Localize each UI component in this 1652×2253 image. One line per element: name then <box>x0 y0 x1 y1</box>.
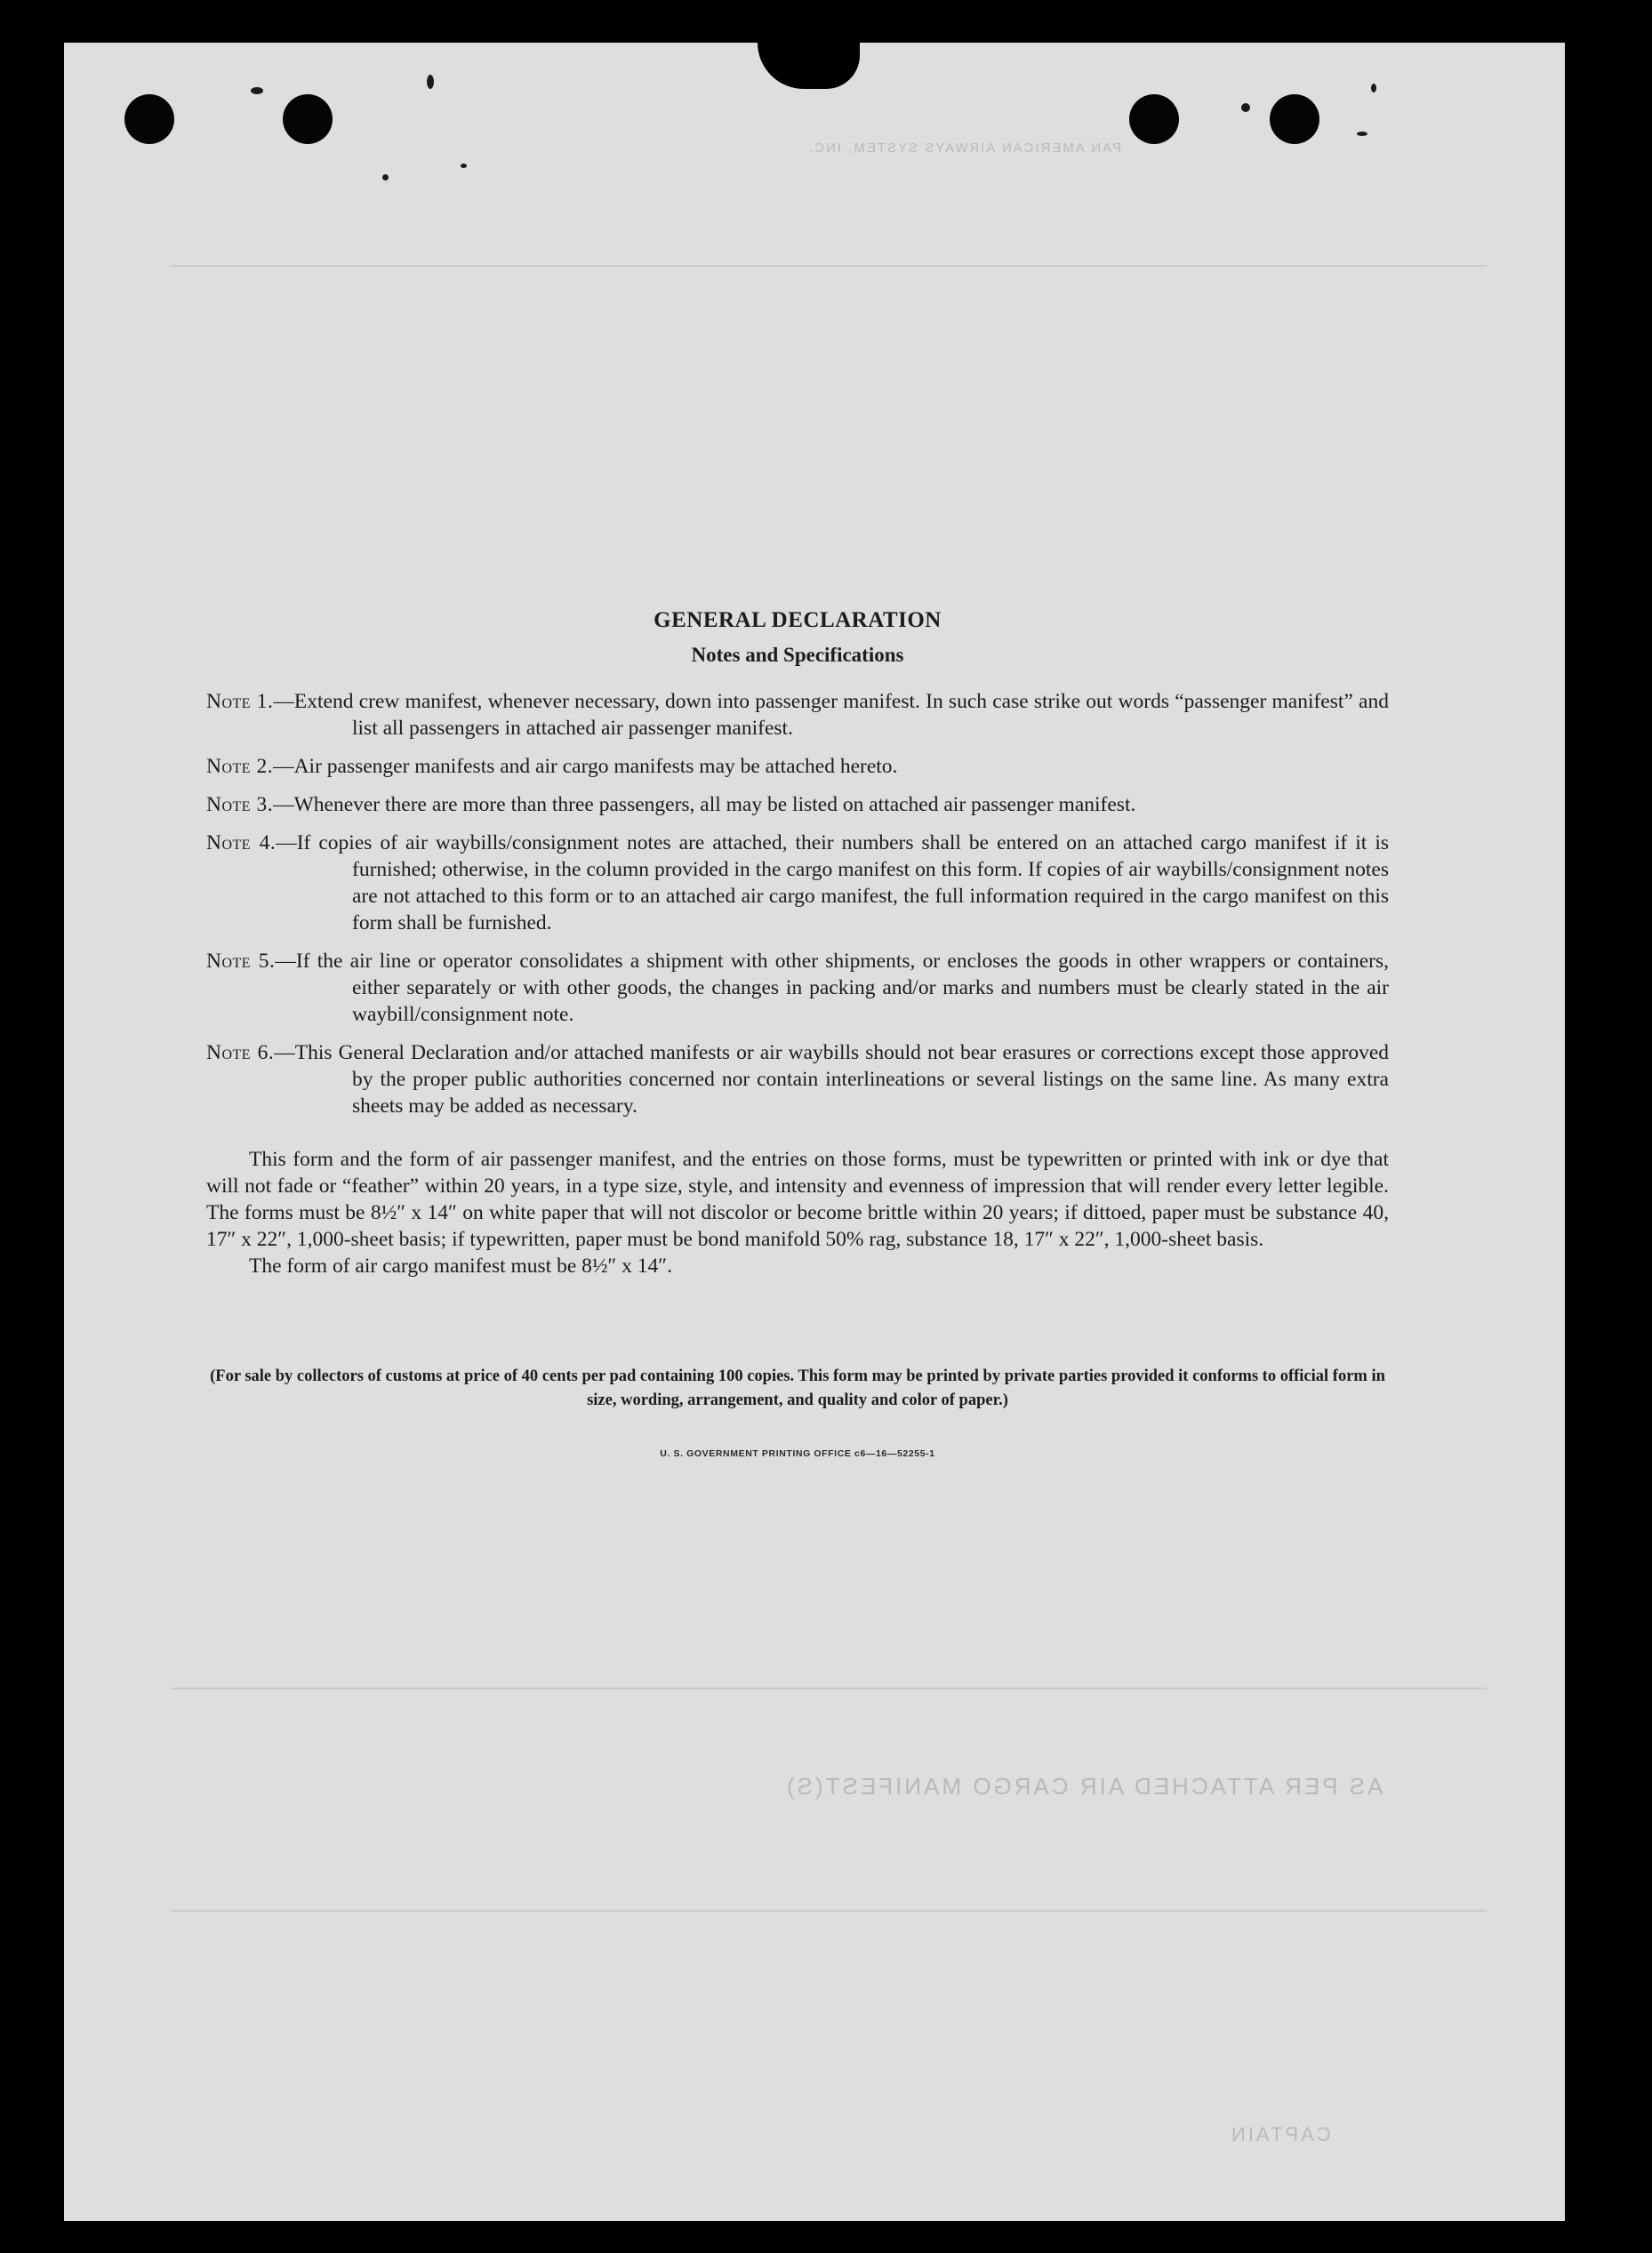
note-label: Note 2. <box>206 755 274 778</box>
note-5: Note 5.—If the air line or operator consolidates a shipment with other shipments, or encloses the goods in other wrappers or containers, either separately or with other goods, the changes in packing and/or marks and numbers must be clearly stated in the air waybill/consignment note. <box>206 950 1389 1026</box>
note-text: This General Declaration and/or attached manifests or air waybills should not bear erasures or corrections except those approved by the proper public authorities concerned nor contain interlineations or several listings on the same line. As many extra sheets may be added as necessary. <box>294 1041 1389 1118</box>
note-label: Note 5. <box>206 950 276 973</box>
punch-hole-right-1 <box>1129 94 1179 144</box>
page-title: GENERAL DECLARATION <box>654 608 942 632</box>
note-text: Air passenger manifests and air cargo manifests may be attached hereto. <box>293 755 898 778</box>
form-specifications-paragraph: This form and the form of air passenger manifest, and the entries on those forms, must be typewritten or printed with ink or dye that will not fade or “feather” within 20 years, in a type size, style, and intensity and evenness of impression that will render every letter legible. The forms must be 8½″ x 14″ on white paper that will not discolor or become brittle within 20 years; if dittoed, paper must be substance 40, 17″ x 22″, 1,000-sheet basis; if typewritten, paper must be bond manifold 50% rag, substance 18, 17″ x 22″, 1,000-sheet basis. <box>206 1148 1389 1251</box>
cargo-manifest-size-paragraph: The form of air cargo manifest must be 8½″ x 14″. <box>249 1255 672 1278</box>
speck <box>1371 84 1376 92</box>
punch-hole-left-1 <box>124 94 174 144</box>
sale-notice: (For sale by collectors of customs at price of 40 cents per pad containing 100 copies. This form may be printed by private parties provided it conforms to official form in size, wording, arrangement, and quality and color of paper.) <box>210 1367 1385 1409</box>
bleed-through-rule <box>171 265 1487 267</box>
note-label: Note 1. <box>206 690 274 713</box>
page-subtitle: Notes and Specifications <box>691 644 904 666</box>
speck <box>461 164 467 168</box>
bleed-through-captain: CAPTAIN <box>1229 2123 1331 2145</box>
declaration-content <box>206 608 1389 1459</box>
torn-edge <box>758 43 860 89</box>
document-page <box>64 43 1565 2221</box>
bleed-through-airline: PAN AMERICAN AIRWAYS SYSTEM, INC. <box>807 140 1121 156</box>
note-label: Note 6. <box>206 1041 275 1064</box>
note-1: Note 1.—Extend crew manifest, whenever necessary, down into passenger manifest. In such case strike out words “passenger manifest” and list all passengers in attached air passenger manifest. <box>206 690 1389 740</box>
note-text: Extend crew manifest, whenever necessary, down into passenger manifest. In such case strike out words “passenger manifest” and list all passengers in attached air passenger manifest. <box>293 690 1389 740</box>
speck <box>1241 103 1250 112</box>
note-4: Note 4.—If copies of air waybills/consignment notes are attached, their numbers shall be entered on an attached cargo manifest if it is furnished; otherwise, in the column provided in the cargo manifest on this form. If copies of air waybills/consignment notes are not attached to this form or to an attached air cargo manifest, the full information required in the cargo manifest on this form shall be furnished. <box>206 831 1389 934</box>
punch-hole-left-2 <box>283 94 333 144</box>
note-label: Note 4. <box>206 831 277 854</box>
speck <box>251 87 263 94</box>
printer-imprint: U. S. GOVERNMENT PRINTING OFFICE c6—16—52255-1 <box>660 1448 935 1459</box>
speck <box>427 75 434 89</box>
note-text: If copies of air waybills/consignment notes are attached, their numbers shall be entered on an attached cargo manifest if it is furnished; otherwise, in the column provided in the cargo manifest on this form. If copies of air waybills/consignment notes are not attached to this form or to an attached air cargo manifest, the full information required in the cargo manifest on this form shall be furnished. <box>296 831 1389 934</box>
note-text: Whenever there are more than three passengers, all may be listed on attached air passenger manifest. <box>293 793 1136 816</box>
punch-hole-right-2 <box>1270 94 1319 144</box>
speck <box>1357 132 1367 136</box>
note-text: If the air line or operator consolidates a shipment with other shipments, or encloses the goods in other wrappers or containers, either separately or with other goods, the changes in packing and/or marks and numbers must be clearly stated in the air waybill/consignment note. <box>295 950 1389 1026</box>
bleed-through-rule <box>171 1910 1487 1912</box>
bleed-through-cargo-manifest: AS PER ATTACHED AIR CARGO MANIFEST(S) <box>784 1773 1383 1800</box>
note-6: Note 6.—This General Declaration and/or attached manifests or air waybills should not bear erasures or corrections except those approved by the proper public authorities concerned nor contain interlineations or several listings on the same line. As many extra sheets may be added as necessary. <box>206 1041 1389 1118</box>
note-3: Note 3.—Whenever there are more than three passengers, all may be listed on attached air passenger manifest. <box>206 793 1136 816</box>
bleed-through-rule <box>171 1688 1487 1689</box>
note-2: Note 2.—Air passenger manifests and air cargo manifests may be attached hereto. <box>206 755 898 778</box>
speck <box>382 174 389 180</box>
note-label: Note 3. <box>206 793 274 816</box>
